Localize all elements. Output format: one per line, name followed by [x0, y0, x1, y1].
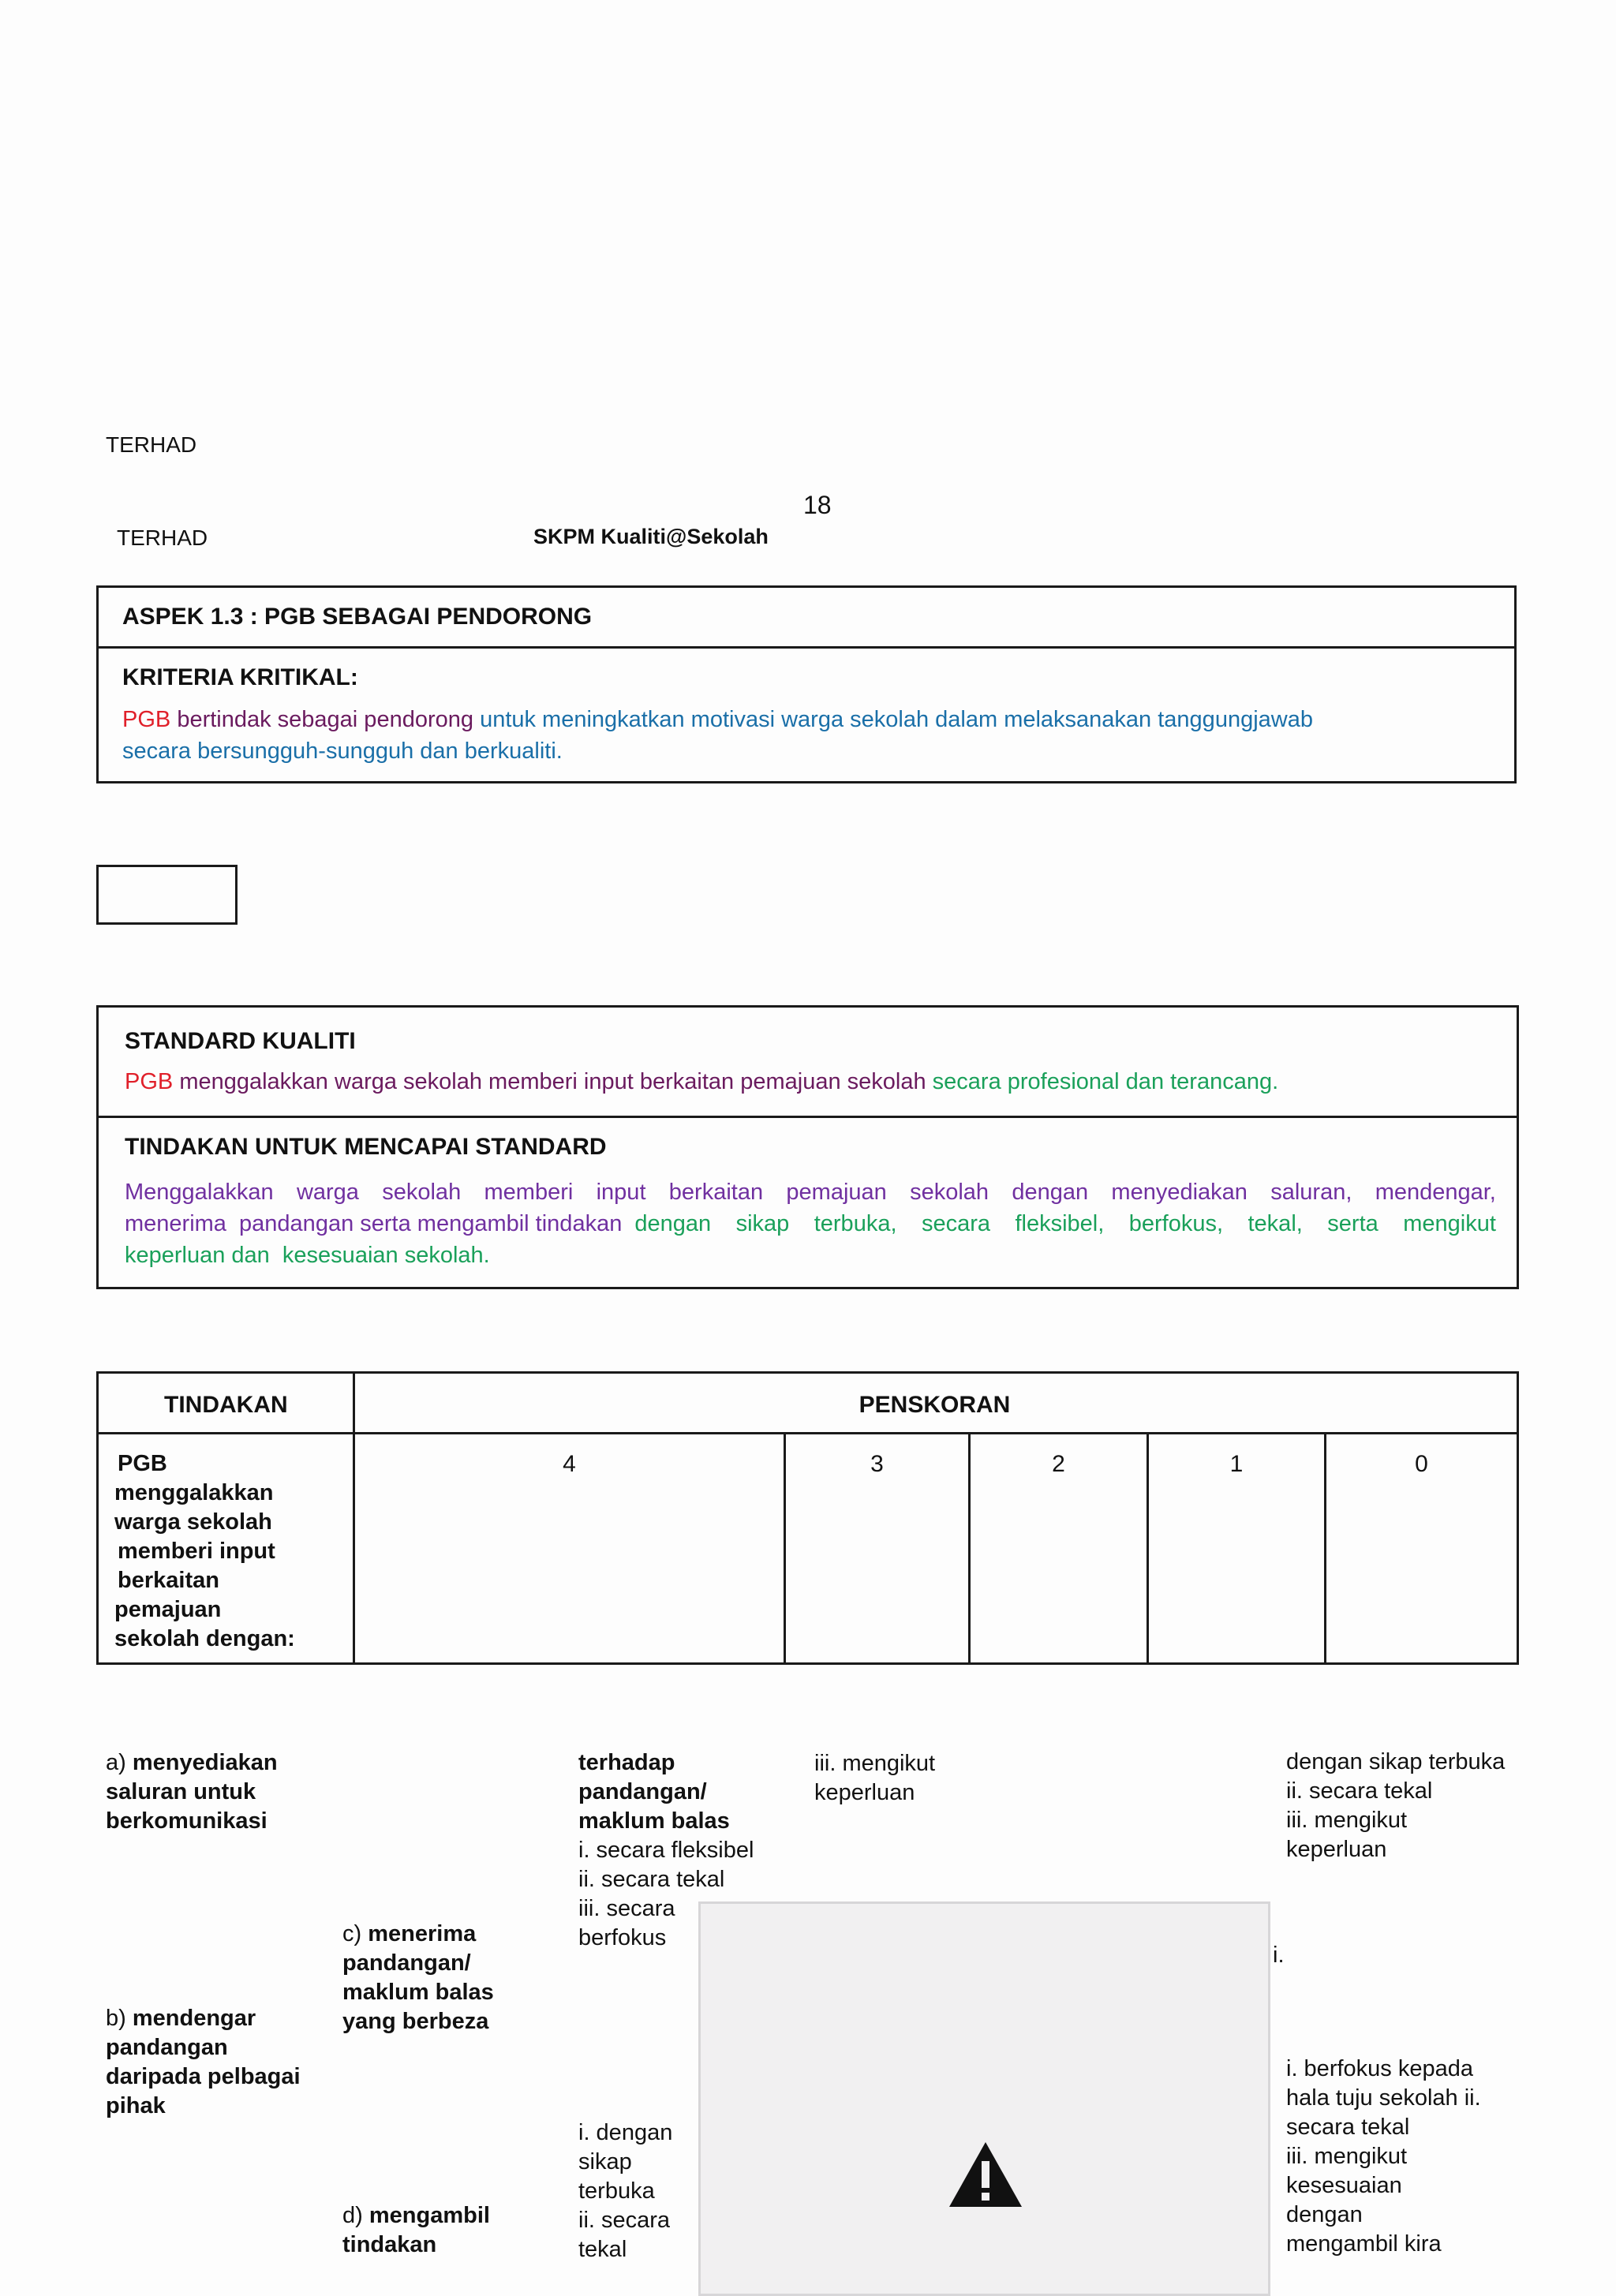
tindakan-word: berkaitan — [668, 1180, 764, 1205]
aspek-title: ASPEK 1.3 : PGB SEBAGAI PENDORONG — [122, 604, 593, 630]
kriteria-pgb: PGB — [122, 707, 171, 732]
standard-manner: secara profesional dan terancang. — [932, 1069, 1279, 1094]
standard-heading: STANDARD KUALITI — [125, 1028, 356, 1054]
tindakan-standard-heading: TINDAKAN UNTUK MENCAPAI STANDARD — [125, 1134, 607, 1160]
tindakan-line2 — [125, 1208, 1496, 1240]
standard-pgb: PGB — [125, 1069, 174, 1094]
warning-icon — [948, 2141, 1023, 2208]
col-tindakan-header: TINDAKAN — [164, 1392, 288, 1418]
score-3: 3 — [870, 1451, 884, 1477]
tindakan-word: pemajuan — [786, 1180, 887, 1205]
kriteria-rest-line2: secara bersungguh-sungguh dan berkualiti. — [122, 739, 563, 764]
right-i-label: i. — [1273, 1943, 1285, 1968]
tindakan-cell-line: pemajuan — [114, 1597, 222, 1622]
tindakan-cell-line: PGB — [118, 1451, 167, 1476]
standard-verb: menggalakkan warga sekolah memberi input berkaitan pemajuan sekolah — [179, 1069, 926, 1094]
empty-score-box — [96, 865, 238, 925]
second-restricted-label: TERHAD — [117, 525, 208, 550]
tindakan-word: secara — [921, 1211, 991, 1236]
tindakan-standard-text — [125, 1176, 1496, 1271]
tindakan-word: mengikut — [1403, 1211, 1496, 1236]
tindakan-word: memberi — [484, 1180, 574, 1205]
score-0: 0 — [1415, 1451, 1428, 1477]
col3-top: terhadap pandangan/ maklum balas i. secara fleksibel ii. secara tekal iii. secara berfokus — [578, 1750, 754, 1950]
tindakan-word: fleksibel, — [1015, 1211, 1105, 1236]
score-4: 4 — [563, 1451, 576, 1477]
standard-text — [125, 1066, 1278, 1098]
col4-text: iii. mengikut keperluan — [814, 1751, 936, 1805]
tindakan-word: sekolah — [910, 1180, 989, 1205]
kriteria-rest-line1: untuk meningkatkan motivasi warga sekolah dalam melaksanakan tanggungjawab — [480, 707, 1313, 732]
tindakan-word: dengan — [634, 1211, 712, 1236]
tindakan-word: dengan — [1012, 1180, 1089, 1205]
item-b: b) mendengar pandangan daripada pelbagai pihak — [106, 2006, 301, 2118]
tindakan-cell-line: berkaitan — [118, 1568, 219, 1593]
tindakan-word: sekolah — [382, 1180, 462, 1205]
tindakan-word: terbuka, — [814, 1211, 897, 1236]
top-restricted-label: TERHAD — [106, 432, 197, 457]
item-d: d) mengambil tindakan — [342, 2203, 490, 2257]
kriteria-heading: KRITERIA KRITIKAL: — [122, 664, 358, 690]
kriteria-verb: bertindak sebagai pendorong — [177, 707, 473, 732]
tindakan-word: sikap — [735, 1211, 790, 1236]
kriteria-text — [122, 704, 1495, 767]
tindakan-line2-purple: menerima pandangan serta mengambil tindakan — [125, 1211, 623, 1236]
tindakan-word: berfokus, — [1128, 1211, 1224, 1236]
tindakan-line2-green — [634, 1208, 1496, 1240]
col-penskoran-header: PENSKORAN — [858, 1392, 1011, 1418]
page-number: 18 — [803, 491, 832, 519]
tindakan-word: saluran, — [1270, 1180, 1352, 1205]
document-title: SKPM Kualiti@Sekolah — [533, 525, 769, 548]
tindakan-word: input — [596, 1180, 646, 1205]
aspek-box — [96, 585, 1517, 783]
item-a: a) menyediakan saluran untuk berkomunikasi — [106, 1750, 278, 1834]
score-2: 2 — [1052, 1451, 1065, 1477]
right-bottom-text: i. berfokus kepada hala tuju sekolah ii. secara tekal iii. mengikut kesesuaian dengan mengambil kira — [1286, 2056, 1481, 2257]
tindakan-cell-line: menggalakkan — [114, 1480, 274, 1505]
tindakan-cell-line: warga sekolah — [114, 1509, 272, 1535]
tindakan-word: serta — [1327, 1211, 1378, 1236]
tindakan-line1 — [125, 1176, 1496, 1208]
tindakan-word: tekal, — [1248, 1211, 1303, 1236]
tindakan-word: Menggalakkan — [125, 1180, 274, 1205]
tindakan-cell-line: sekolah dengan: — [114, 1626, 295, 1651]
right-top-text: dengan sikap terbuka ii. secara tekal iii. mengikut keperluan — [1286, 1749, 1506, 1862]
score-1: 1 — [1229, 1451, 1244, 1477]
scoring-table — [96, 1371, 1519, 1665]
tindakan-word: warga — [296, 1180, 359, 1205]
tindakan-cell-line: memberi input — [118, 1539, 275, 1564]
tindakan-word: menyediakan — [1111, 1180, 1248, 1205]
missing-image-placeholder — [698, 1901, 1270, 2296]
standard-box — [96, 1005, 1519, 1289]
tindakan-word: mendengar, — [1375, 1180, 1496, 1205]
tindakan-cell — [114, 1449, 295, 1654]
item-c: c) menerima pandangan/ maklum balas yang berbeza — [342, 1921, 494, 2034]
tindakan-line3: keperluan dan kesesuaian sekolah. — [125, 1243, 490, 1268]
col3-lower: i. dengan sikap terbuka ii. secara tekal — [578, 2120, 673, 2262]
